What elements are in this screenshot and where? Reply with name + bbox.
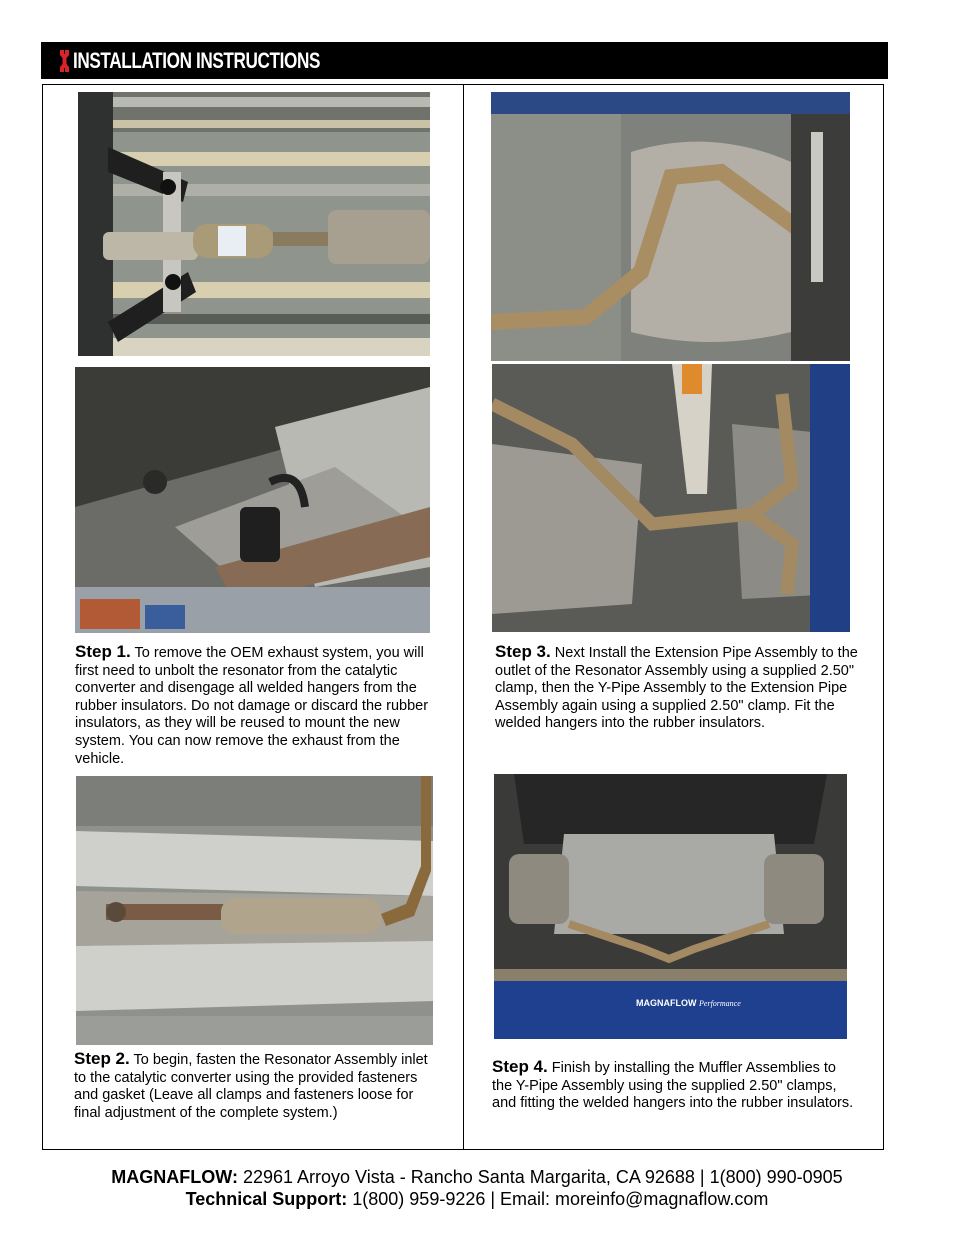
photo-extension-pipe xyxy=(491,92,850,361)
lift-logo-script: Performance xyxy=(699,999,741,1008)
step-4-body: Finish by installing the Muffler Assemblies to the Y-Pipe Assembly using the supplied 2.50" clamps, and fitting the welded hangers into the rubber insulators. xyxy=(492,1060,854,1112)
footer-address-text: 22961 Arroyo Vista - Rancho Santa Margarita, CA 92688 | 1(800) 990-0905 xyxy=(237,1167,843,1187)
footer-support xyxy=(0,1188,954,1210)
footer-support-text: 1(800) 959-9226 | Email: moreinfo@magnaflow.com xyxy=(347,1189,769,1209)
footer-company-label: MAGNAFLOW: xyxy=(111,1167,238,1187)
step-2-text xyxy=(74,1050,439,1122)
step-1-label: Step 1. xyxy=(75,642,131,661)
photo-mufflers-installed xyxy=(494,774,847,1039)
step-3-label: Step 3. xyxy=(495,642,551,661)
magnaflow-wrench-icon xyxy=(59,50,70,72)
step-2-body: To begin, fasten the Resonator Assembly inlet to the catalytic converter using the provided fasteners and gasket (Leave all clamps and fasteners loose for final adjustment of the complete system.) xyxy=(74,1052,428,1121)
photo-resonator-installed xyxy=(76,776,433,1045)
step-1-body: To remove the OEM exhaust system, you will first need to unbolt the resonator from the catalytic converter and disengage all welded hangers from the rubber insulators. Do not damage or discard the rubber insulators, as they will be reused to mount the new system. You can now remove the exhaust from the vehicle. xyxy=(75,645,429,767)
step-4-text xyxy=(492,1058,857,1113)
photo-rubber-insulator xyxy=(75,367,430,633)
step-3-body: Next Install the Extension Pipe Assembly to the outlet of the Resonator Assembly using a supplied 2.50" clamp, then the Y-Pipe Assembly to the Extension Pipe Assembly again using a supplied 2.50" clamp. Fit the welded hangers into the rubber insulators. xyxy=(495,645,858,732)
step-4-label: Step 4. xyxy=(492,1057,548,1076)
lift-logo xyxy=(636,998,741,1008)
step-3-text xyxy=(495,643,863,733)
header-bar xyxy=(41,42,888,79)
step-2-label: Step 2. xyxy=(74,1049,130,1068)
step-1-text xyxy=(75,643,440,768)
lift-logo-brand: MAGNAFLOW xyxy=(636,998,697,1008)
page-title: INSTALLATION INSTRUCTIONS xyxy=(73,48,321,73)
column-divider xyxy=(463,84,464,1150)
footer-support-label: Technical Support: xyxy=(185,1189,348,1209)
footer-address xyxy=(0,1166,954,1188)
photo-y-pipe xyxy=(492,364,850,632)
photo-oem-exhaust xyxy=(78,92,430,356)
